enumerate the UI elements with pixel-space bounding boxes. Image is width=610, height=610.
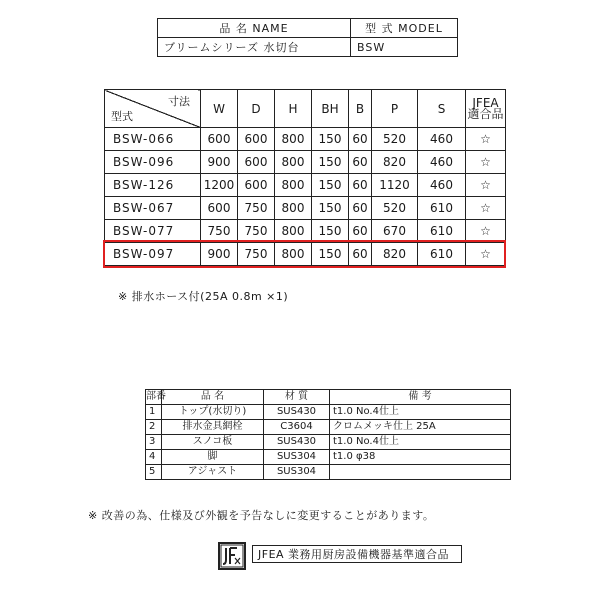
model-row	[105, 128, 506, 151]
dimension-cell: 800	[275, 128, 312, 151]
jfea-star-icon: ☆	[466, 243, 506, 266]
part-name-cell: アジャスト	[162, 465, 264, 480]
corner-top-label: 寸法	[168, 95, 190, 108]
jfea-star-icon: ☆	[466, 174, 506, 197]
dimension-cell: 750	[238, 197, 275, 220]
jfea-star-icon: ☆	[466, 197, 506, 220]
dimension-cell: 750	[201, 220, 238, 243]
hose-note: ※ 排水ホース付(25A 0.8m ×1)	[118, 290, 289, 303]
part-name-cell: トップ(水切り)	[162, 405, 264, 420]
part-material-cell: SUS304	[264, 465, 330, 480]
model-code-cell: BSW-077	[105, 220, 201, 243]
dimension-cell: 600	[238, 128, 275, 151]
dimension-cell: 800	[275, 243, 312, 266]
dimension-cell: 60	[349, 174, 372, 197]
dimension-cell: 600	[201, 128, 238, 151]
part-material-cell: SUS430	[264, 405, 330, 420]
part-remarks-cell: t1.0 No.4仕上	[330, 405, 511, 420]
title-block	[157, 18, 458, 57]
model-row	[105, 243, 506, 266]
dimension-cell: 60	[349, 220, 372, 243]
dimension-cell: 150	[312, 128, 349, 151]
dimension-cell: 750	[238, 243, 275, 266]
dimension-cell: 150	[312, 243, 349, 266]
parts-table-header	[146, 390, 511, 405]
model-code-cell: BSW-126	[105, 174, 201, 197]
dimension-cell: 900	[201, 151, 238, 174]
jfea-logo-icon	[218, 542, 246, 570]
dimension-cell: 600	[238, 174, 275, 197]
column-header: H	[275, 90, 312, 128]
dimension-cell: 460	[418, 174, 466, 197]
improvement-note: ※ 改善の為、仕様及び外観を予告なしに変更することがあります。	[88, 509, 435, 522]
dimension-cell: 150	[312, 174, 349, 197]
model-code-cell: BSW-096	[105, 151, 201, 174]
model-row	[105, 220, 506, 243]
parts-header-name: 品 名	[162, 390, 264, 405]
dimension-cell: 1120	[372, 174, 418, 197]
dimension-cell: 60	[349, 243, 372, 266]
dimension-cell: 150	[312, 220, 349, 243]
product-name: ブリームシリーズ 水切台	[158, 38, 351, 57]
dimension-cell: 1200	[201, 174, 238, 197]
model-dimension-table	[104, 89, 506, 266]
parts-row	[146, 465, 511, 480]
column-header: P	[372, 90, 418, 128]
part-material-cell: C3604	[264, 420, 330, 435]
part-material-cell: SUS304	[264, 450, 330, 465]
part-remarks-cell: クロムメッキ仕上 25A	[330, 420, 511, 435]
dimension-cell: 800	[275, 174, 312, 197]
dimension-cell: 800	[275, 220, 312, 243]
part-number-cell: 2	[146, 420, 162, 435]
dimension-cell: 610	[418, 243, 466, 266]
parts-table	[145, 389, 511, 480]
part-name-cell: 排水金具網栓	[162, 420, 264, 435]
dimension-cell: 750	[238, 220, 275, 243]
column-header: D	[238, 90, 275, 128]
jfea-star-icon: ☆	[466, 220, 506, 243]
model-code-cell: BSW-067	[105, 197, 201, 220]
name-header: 品 名 NAME	[158, 19, 351, 38]
jfea-header-line2: 適合品	[467, 106, 504, 121]
model-row	[105, 151, 506, 174]
column-header: BH	[312, 90, 349, 128]
dimension-cell: 460	[418, 151, 466, 174]
part-remarks-cell: t1.0 No.4仕上	[330, 435, 511, 450]
part-material-cell: SUS430	[264, 435, 330, 450]
dimension-cell: 820	[372, 151, 418, 174]
model-code-cell: BSW-097	[105, 243, 201, 266]
column-header: W	[201, 90, 238, 128]
model-code-cell: BSW-066	[105, 128, 201, 151]
dimension-cell: 900	[201, 243, 238, 266]
dimension-cell: 150	[312, 151, 349, 174]
dimension-cell: 150	[312, 197, 349, 220]
part-remarks-cell	[330, 465, 511, 480]
part-remarks-cell: t1.0 φ38	[330, 450, 511, 465]
dimension-cell: 60	[349, 197, 372, 220]
dimension-cell: 610	[418, 197, 466, 220]
part-name-cell: 脚	[162, 450, 264, 465]
jfea-label: JFEA 業務用厨房設備機器基準適合品	[252, 545, 462, 563]
jfea-column-header	[466, 90, 506, 128]
part-number-cell: 5	[146, 465, 162, 480]
parts-row	[146, 405, 511, 420]
parts-header-remarks: 備 考	[330, 390, 511, 405]
part-number-cell: 1	[146, 405, 162, 420]
dimension-cell: 600	[238, 151, 275, 174]
parts-row	[146, 435, 511, 450]
part-number-cell: 4	[146, 450, 162, 465]
model-row	[105, 174, 506, 197]
dimension-cell: 460	[418, 128, 466, 151]
corner-bottom-label: 型式	[111, 110, 133, 123]
model-table-header	[105, 90, 506, 128]
product-model: BSW	[351, 38, 458, 57]
part-number-cell: 3	[146, 435, 162, 450]
jfea-logo-graphic	[220, 544, 244, 568]
jfea-header-line1: JFEA	[472, 95, 499, 110]
parts-row	[146, 450, 511, 465]
dimension-cell: 670	[372, 220, 418, 243]
dimension-cell: 60	[349, 128, 372, 151]
dimension-cell: 520	[372, 128, 418, 151]
dimension-cell: 800	[275, 151, 312, 174]
model-row	[105, 197, 506, 220]
dimension-cell: 600	[201, 197, 238, 220]
dimension-cell: 800	[275, 197, 312, 220]
jfea-star-icon: ☆	[466, 151, 506, 174]
dimension-cell: 610	[418, 220, 466, 243]
dimension-cell: 820	[372, 243, 418, 266]
corner-cell	[105, 90, 201, 128]
column-header: B	[349, 90, 372, 128]
parts-header-no: 部番	[146, 390, 162, 405]
column-header: S	[418, 90, 466, 128]
dimension-cell: 520	[372, 197, 418, 220]
parts-row	[146, 420, 511, 435]
dimension-cell: 60	[349, 151, 372, 174]
parts-header-material: 材 質	[264, 390, 330, 405]
jfea-star-icon: ☆	[466, 128, 506, 151]
model-header: 型 式 MODEL	[351, 19, 458, 38]
part-name-cell: スノコ板	[162, 435, 264, 450]
